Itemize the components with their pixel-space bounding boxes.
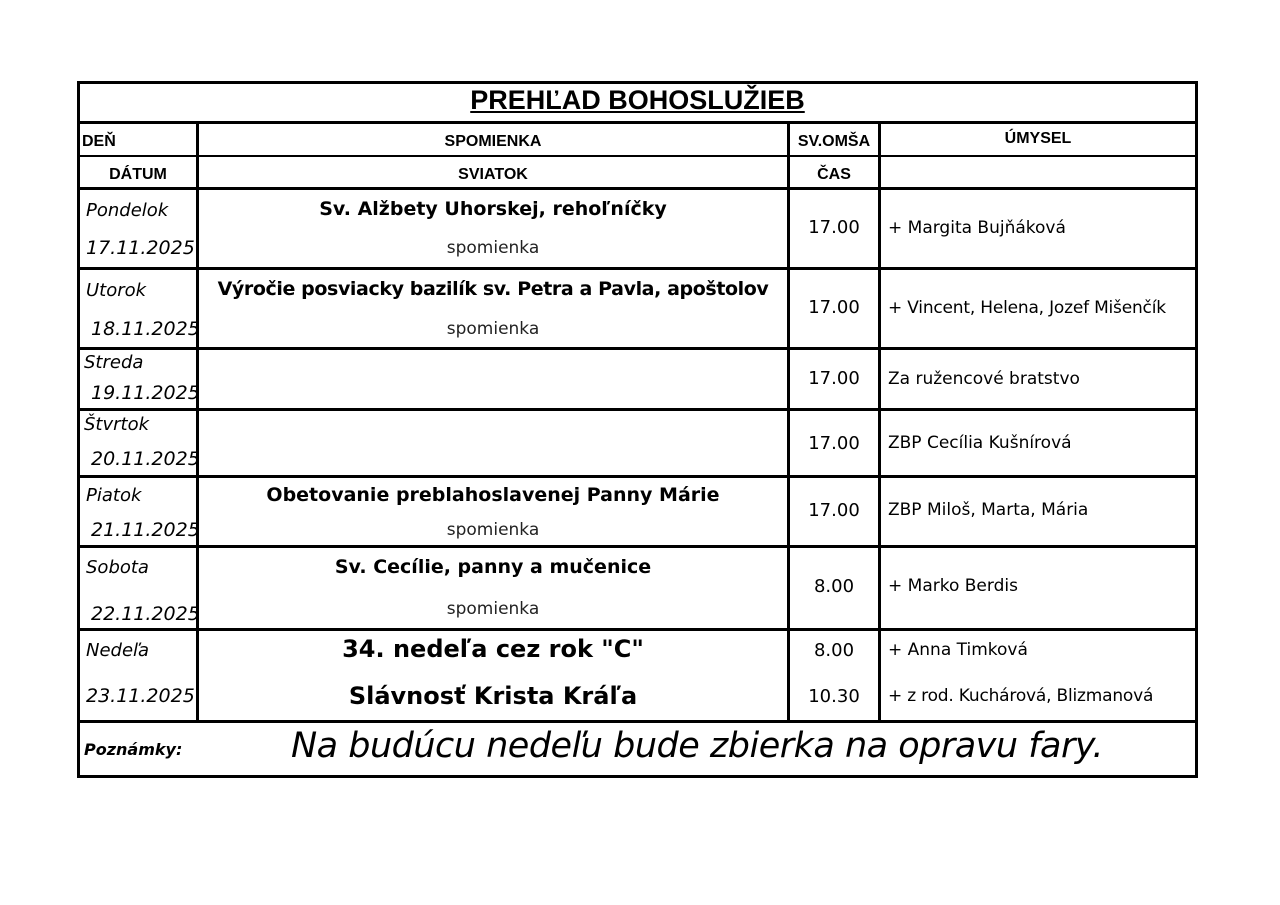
border-bottom [77, 775, 1198, 778]
intention-cell-secondary: + z rod. Kuchárová, Blizmanová [888, 686, 1154, 706]
time-cell: 8.00 [813, 576, 855, 597]
day-cell: Štvrtok [84, 414, 150, 435]
date-cell: 23.11.2025 [86, 685, 195, 707]
feast-cell: Sv. Cecílie, panny a mučenice [334, 556, 652, 578]
day-cell: Streda [84, 352, 144, 373]
time-cell: 17.00 [808, 500, 860, 521]
feast-type: spomienka [446, 319, 540, 339]
date-cell: 19.11.2025 [91, 382, 200, 404]
time-cell-secondary: 10.30 [808, 686, 860, 707]
col-divider [787, 121, 790, 723]
time-cell: 17.00 [808, 217, 860, 238]
date-cell: 20.11.2025 [91, 448, 200, 470]
row-divider [77, 475, 1198, 478]
date-cell: 18.11.2025 [91, 318, 200, 340]
intention-cell: + Vincent, Helena, Jozef Mišenčík [888, 298, 1166, 318]
date-cell: 21.11.2025 [91, 519, 200, 541]
header-mass: SV.OMŠA [797, 133, 871, 150]
intention-cell: + Anna Timková [888, 640, 1028, 660]
header-time: ČAS [817, 166, 851, 183]
row-divider [77, 628, 1198, 631]
day-cell: Utorok [86, 280, 147, 301]
intention-cell: + Margita Bujňáková [888, 218, 1066, 238]
intention-cell: ZBP Miloš, Marta, Mária [888, 500, 1089, 520]
intention-cell: + Marko Berdis [888, 576, 1018, 596]
day-cell: Nedeľa [86, 640, 150, 661]
schedule-table [77, 81, 1198, 778]
header-day: DEŇ [82, 133, 116, 150]
feast-type: spomienka [446, 520, 540, 540]
row-divider [77, 347, 1198, 350]
row-divider [77, 408, 1198, 411]
feast-type: spomienka [446, 238, 540, 258]
notes-label: Poznámky: [84, 740, 183, 759]
page-title: PREHĽAD BOHOSLUŽIEB [470, 85, 805, 115]
feast-cell-secondary: Slávnosť Krista Kráľa [348, 682, 638, 710]
feast-type: spomienka [446, 599, 540, 619]
notes-text: Na budúcu nedeľu bude zbierka na opravu fary. [291, 726, 1103, 766]
feast-cell: 34. nedeľa cez rok "C" [342, 635, 644, 663]
time-cell: 8.00 [813, 640, 855, 661]
time-cell: 17.00 [808, 368, 860, 389]
header-feast: SVIATOK [458, 166, 528, 183]
row-divider [77, 720, 1198, 723]
header-intention: ÚMYSEL [1004, 130, 1072, 147]
feast-cell: Obetovanie preblahoslavenej Panny Márie [266, 484, 720, 506]
col-divider [878, 121, 881, 723]
row-divider [77, 545, 1198, 548]
day-cell: Sobota [86, 557, 149, 578]
feast-cell: Výročie posviacky bazilík sv. Petra a Pavla, apoštolov [217, 278, 769, 300]
border-left [77, 81, 80, 778]
feast-cell: Sv. Alžbety Uhorskej, rehoľníčky [319, 198, 667, 220]
time-cell: 17.00 [808, 297, 860, 318]
date-cell: 22.11.2025 [91, 603, 200, 625]
row-divider [77, 267, 1198, 270]
time-cell: 17.00 [808, 433, 860, 454]
header-date: DÁTUM [109, 166, 167, 183]
date-cell: 17.11.2025 [86, 237, 195, 259]
intention-cell: Za ružencové bratstvo [888, 369, 1080, 389]
row-divider [77, 155, 1198, 157]
intention-cell: ZBP Cecília Kušnírová [888, 433, 1072, 453]
row-divider [77, 121, 1198, 124]
day-cell: Pondelok [86, 200, 169, 221]
border-top [77, 81, 1198, 84]
border-right [1195, 81, 1198, 778]
day-cell: Piatok [86, 485, 142, 506]
row-divider [77, 187, 1198, 190]
header-memorial: SPOMIENKA [444, 133, 542, 150]
